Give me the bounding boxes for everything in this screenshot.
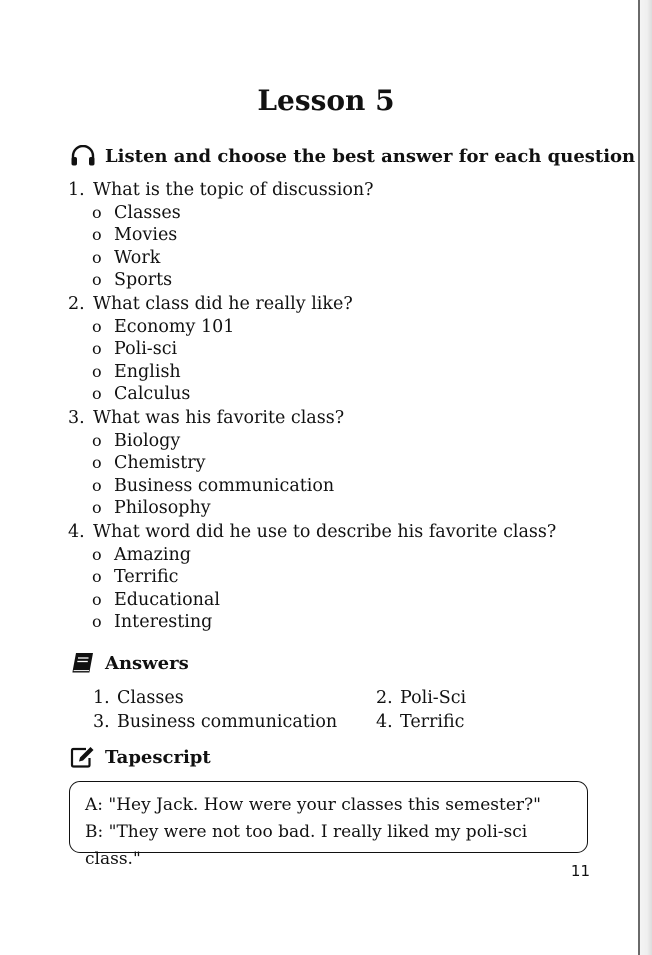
option-text: Biology [114,430,181,451]
question-item [68,293,608,406]
option-bullet: o [92,339,102,358]
option-item [68,269,608,292]
option-item [68,544,608,567]
option-item [68,383,608,406]
option-bullet: o [92,202,102,222]
book-icon [70,652,96,674]
answer-number: 1. [93,688,110,708]
question-number: 4. [68,522,85,542]
question-number: 2. [68,294,85,314]
question-number: 1. [68,180,85,200]
option-text: Business communication [114,475,335,496]
option-item [68,497,608,520]
option-text: Work [114,247,161,268]
option-bullet: o [92,247,102,267]
listening-heading [70,145,635,167]
option-bullet: o [92,544,102,564]
option-item [68,566,608,589]
question-item [68,179,608,292]
tapescript-line: A: "Hey Jack. How were your classes this semester?" [85,795,541,815]
question-text: What word did he use to describe his favorite class? [93,522,557,542]
option-item [68,430,608,453]
answer-item [376,686,556,710]
question-text: What class did he really like? [93,294,353,314]
option-item [68,589,608,612]
option-bullet: o [92,589,102,609]
option-text: Educational [114,589,220,610]
answer-number: 3. [93,712,110,732]
option-bullet: o [92,270,102,289]
option-text: Economy 101 [114,316,235,337]
tapescript-line: B: "They were not too bad. I really liked my poli-sci class." [85,822,528,869]
answer-text: Classes [117,688,184,708]
answer-text: Poli-Sci [400,688,467,708]
option-text: Sports [114,270,173,290]
option-item [68,361,608,384]
option-bullet: o [92,384,102,403]
option-bullet: o [92,453,102,472]
answer-text: Terrific [400,712,465,732]
question-number: 3. [68,408,85,428]
option-text: Chemistry [114,453,206,473]
option-text: Calculus [114,384,191,404]
edit-icon [70,746,96,768]
answer-number: 4. [376,712,393,732]
question-text: What was his favorite class? [93,408,345,428]
answers-heading [70,652,189,674]
option-item [68,475,608,498]
question-item [68,407,608,520]
option-text: Interesting [114,612,213,632]
answer-text: Business communication [117,712,338,732]
page-number: 11 [570,862,590,880]
option-text: Terrific [114,567,179,587]
option-item [68,224,608,247]
page-title: Lesson 5 [257,84,395,117]
option-bullet: o [92,225,102,244]
answer-number: 2. [376,688,393,708]
option-item [68,611,608,634]
option-bullet: o [92,498,102,517]
option-text: Movies [114,225,178,245]
answer-item [93,710,376,734]
answers-heading-text: Answers [105,652,189,674]
answer-item [376,710,556,734]
tapescript-box [69,781,588,869]
option-text: English [114,361,181,382]
option-item [68,247,608,270]
tapescript-heading-text: Tapescript [105,746,211,768]
option-item [68,202,608,225]
option-bullet: o [92,430,102,450]
option-bullet: o [92,612,102,631]
question-list [68,179,608,634]
option-text: Poli-sci [114,339,178,359]
option-bullet: o [92,316,102,336]
tapescript-heading [70,746,211,768]
question-text: What is the topic of discussion? [93,180,374,200]
option-item [68,338,608,361]
answer-item [93,686,376,710]
option-text: Philosophy [114,498,211,518]
option-item [68,316,608,339]
option-text: Amazing [114,544,191,565]
headphones-icon [70,145,96,167]
option-text: Classes [114,202,181,223]
page-edge [638,0,652,955]
question-item [68,521,608,634]
option-bullet: o [92,567,102,586]
answers-list [93,686,553,734]
option-bullet: o [92,475,102,495]
option-item [68,452,608,475]
listening-heading-text: Listen and choose the best answer for each question [105,145,636,167]
option-bullet: o [92,361,102,381]
